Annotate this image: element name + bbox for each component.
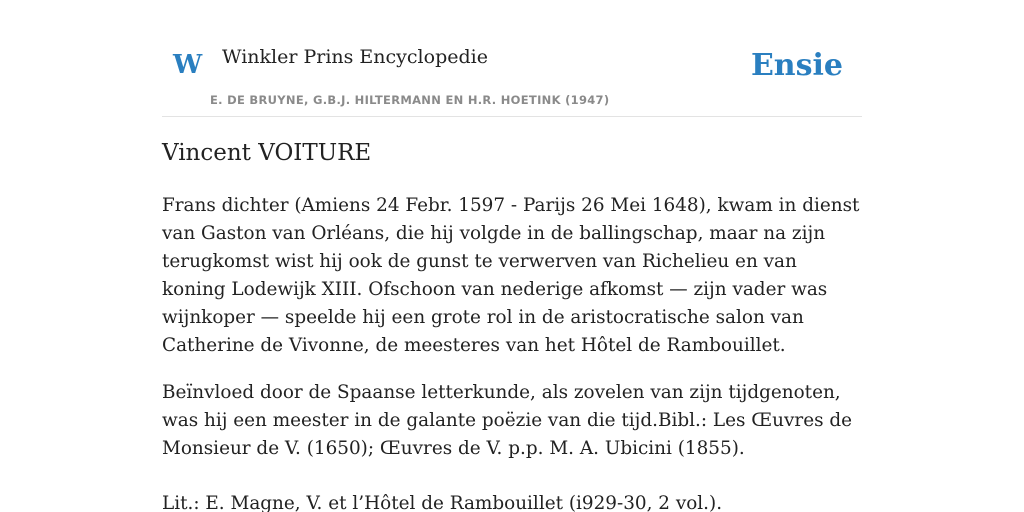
article-title: Vincent VOITURE <box>162 140 372 166</box>
article-paragraph: Frans dichter (Amiens 24 Febr. 1597 - Parijs 26 Mei 1648), kwam in dienst van Gaston van Orléans, die hij volgde in de ballingschap, maar na zijn terugkomst wist hij ook de gunst te verwerven van Richelieu en van koning Lodewijk XIII. Ofschoon van nederige afkomst — zijn vader was wijnkoper — speelde hij een grote rol in de aristocratische salon van Catherine de Vivonne, de meesteres van het Hôtel de Rambouillet. <box>162 195 860 356</box>
site-header <box>162 0 862 117</box>
article-literature: Lit.: E. Magne, V. et l’Hôtel de Rambouillet (i929-30, 2 vol.). <box>162 493 723 512</box>
ensie-logo-link[interactable]: Ensie <box>750 48 843 83</box>
article-paragraph: Beïnvloed door de Spaanse letterkunde, als zovelen van zijn tijdgenoten, was hij een meester in de galante poëzie van die tijd.Bibl.: Les Œuvres de Monsieur de V. (1650); Œuvres de V. p.p. M. A. Ubicini (1855). <box>162 382 853 459</box>
source-title[interactable]: Winkler Prins Encyclopedie <box>222 46 488 68</box>
page <box>162 0 862 512</box>
winkler-prins-logo[interactable]: W <box>173 50 203 80</box>
source-authors: E. DE BRUYNE, G.B.J. HILTERMANN EN H.R. HOETINK (1947) <box>210 93 610 107</box>
